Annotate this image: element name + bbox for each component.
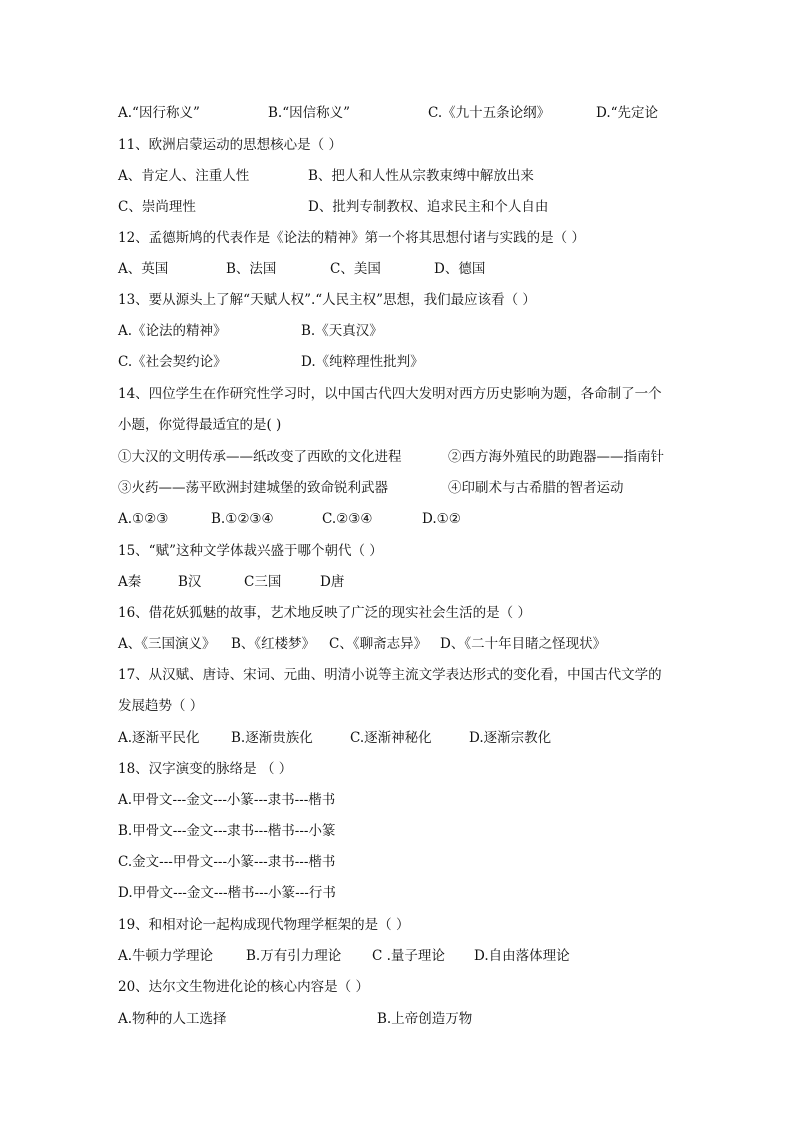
question-text: A.甲骨文---金文---小篆---隶书---楷书	[118, 792, 336, 808]
question-text: 17、从汉赋、唐诗、宋词、元曲、明清小说等主流文学表达形式的变化看，中国古代文学的	[118, 667, 662, 683]
answer-option: B.《天真汉》	[301, 323, 383, 339]
answer-option: C、美国	[330, 261, 381, 277]
question-text: 15、“赋”这种文学体裁兴盛于哪个朝代（ ）	[118, 543, 383, 559]
answer-option: D、《二十年目睹之怪现状》	[440, 636, 607, 652]
answer-option: C.逐渐神秘化	[350, 730, 432, 746]
answer-option: C、《聊斋志异》	[329, 636, 428, 652]
answer-option: D、批判专制教权、追求民主和个人自由	[308, 199, 549, 215]
question-text: 20、达尔文生物进化论的核心内容是（ ）	[118, 979, 369, 995]
answer-option: C.《社会契约论》	[118, 354, 227, 370]
question-text: 小题，你觉得最适宜的是( )	[118, 417, 282, 433]
answer-option: A.“因行称义”	[118, 105, 200, 121]
answer-option: A.逐渐平民化	[118, 730, 200, 746]
answer-option: D.自由落体理论	[474, 948, 570, 964]
question-text: D.甲骨文---金文---楷书---小篆---行书	[118, 885, 336, 901]
answer-option: B.上帝创造万物	[377, 1011, 473, 1027]
answer-option: B、《红楼梦》	[231, 636, 316, 652]
answer-option: A.《论法的精神》	[118, 323, 227, 339]
answer-option: ②西方海外殖民的助跑器——指南针	[448, 449, 664, 465]
answer-option: ④印刷术与古希腊的智者运动	[448, 480, 624, 496]
answer-option: B、法国	[226, 261, 277, 277]
question-text: 14、四位学生在作研究性学习时，以中国古代四大发明对西方历史影响为题，各命制了一个	[118, 386, 662, 402]
answer-option: A秦	[118, 574, 142, 590]
answer-option: B、把人和人性从宗教束缚中解放出来	[308, 168, 534, 184]
answer-option: D唐	[320, 574, 345, 590]
answer-option: C三国	[244, 574, 282, 590]
answer-option: A.物种的人工选择	[118, 1011, 227, 1027]
answer-option: C.《九十五条论纲》	[428, 105, 551, 121]
answer-option: A、《三国演义》	[118, 636, 216, 652]
question-text: 发展趋势（ ）	[118, 698, 204, 714]
answer-option: D、德国	[434, 261, 486, 277]
question-text: 19、和相对论一起构成现代物理学框架的是（ ）	[118, 917, 410, 933]
question-text: 13、要从源头上了解“天赋人权”.“人民主权”思想，我们最应该看（ ）	[118, 292, 536, 308]
question-text: 16、借花妖狐魅的故事，艺术地反映了广泛的现实社会生活的是（ ）	[118, 605, 531, 621]
answer-option: B.①②③④	[211, 511, 274, 527]
question-text: C.金文---甲骨文---小篆---隶书---楷书	[118, 854, 336, 870]
answer-option: B.逐渐贵族化	[231, 730, 313, 746]
answer-option: C、崇尚理性	[118, 199, 196, 215]
answer-option: B.万有引力理论	[246, 948, 342, 964]
answer-option: A、英国	[118, 261, 169, 277]
question-text: 18、汉字演变的脉络是 （ ）	[118, 761, 293, 777]
answer-option: B.“因信称义”	[268, 105, 351, 121]
answer-option: ①大汉的文明传承——纸改变了西欧的文化进程	[118, 449, 402, 465]
question-text: B.甲骨文---金文---隶书---楷书---小篆	[118, 823, 336, 839]
answer-option: D.《纯粹理性批判》	[301, 354, 424, 370]
answer-option: A、肯定人、注重人性	[118, 168, 250, 184]
answer-option: A.①②③	[118, 511, 169, 527]
answer-option: D.逐渐宗教化	[469, 730, 552, 746]
answer-option: D.①②	[422, 511, 461, 527]
answer-option: ③火药——荡平欧洲封建城堡的致命锐利武器	[118, 480, 388, 496]
answer-option: B汉	[178, 574, 202, 590]
answer-option: C.②③④	[322, 511, 373, 527]
question-text: 12、孟德斯鸠的代表作是《论法的精神》第一个将其思想付诸与实践的是（ ）	[118, 230, 585, 246]
answer-option: D.“先定论	[596, 105, 659, 121]
question-text: 11、欧洲启蒙运动的思想核心是（ ）	[118, 137, 342, 153]
answer-option: C .量子理论	[372, 948, 445, 964]
answer-option: A.牛顿力学理论	[118, 948, 214, 964]
